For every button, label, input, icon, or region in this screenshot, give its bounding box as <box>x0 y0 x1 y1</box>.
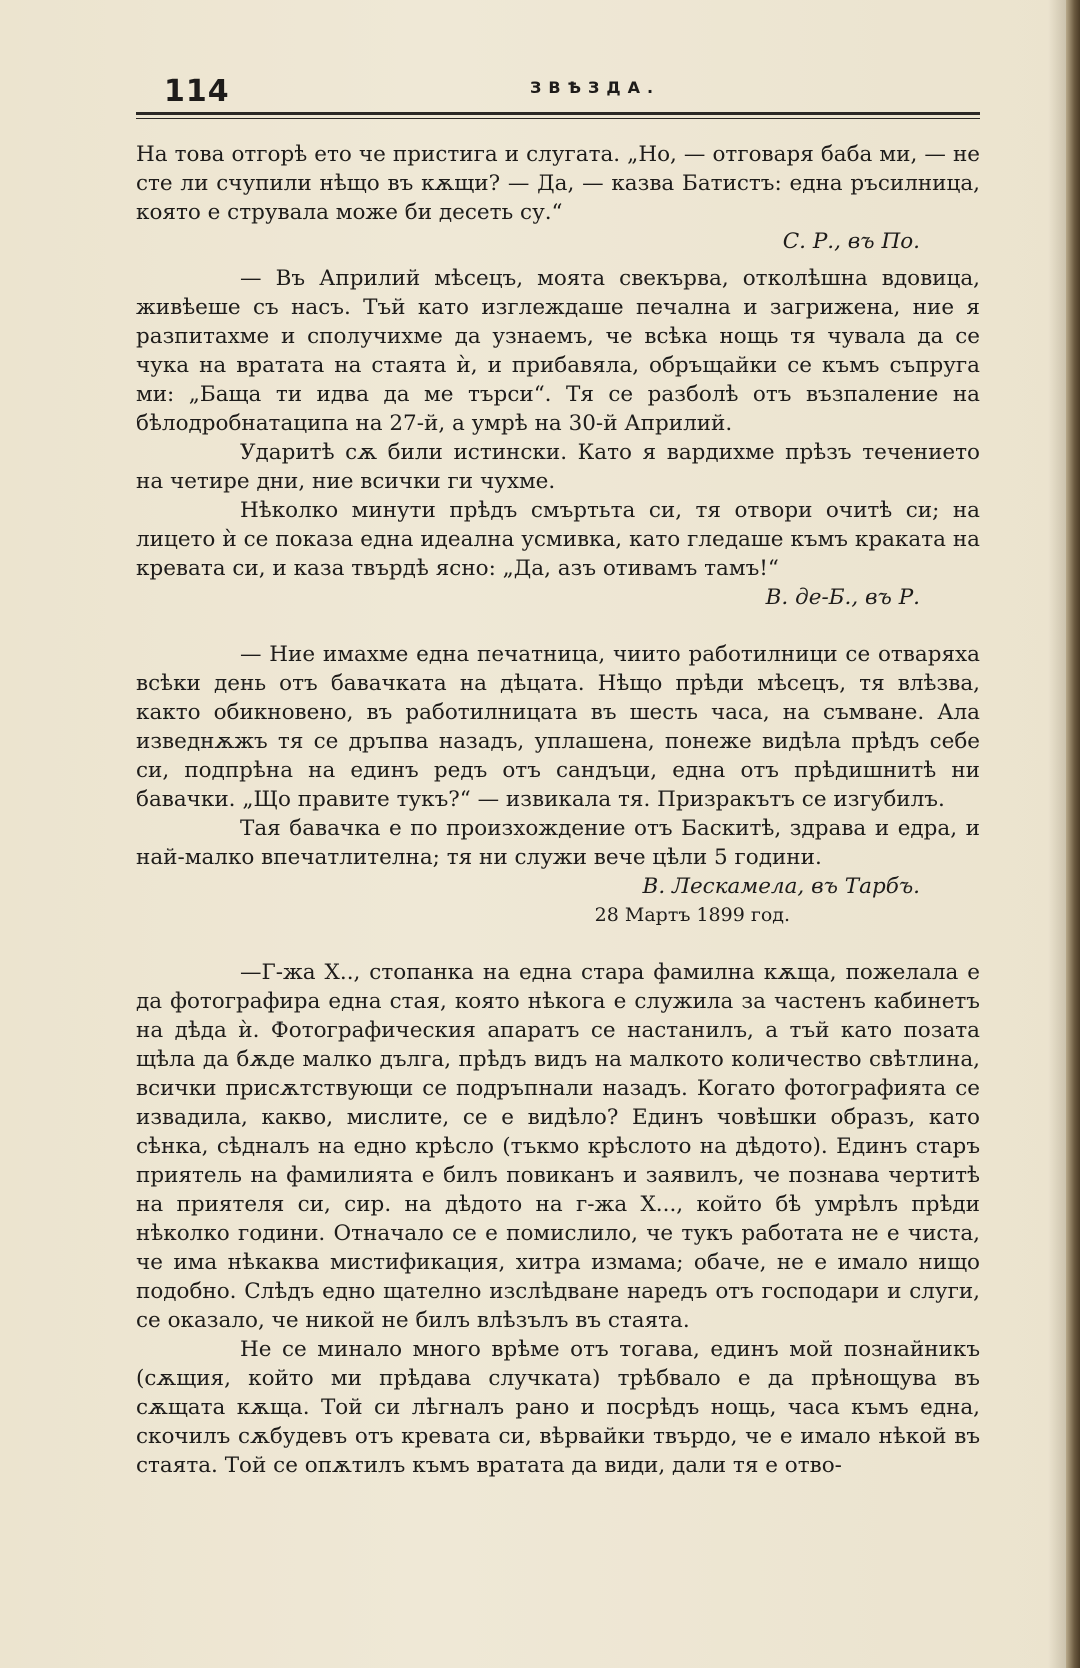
paragraph-7: —Г-жа X.., стопанка на една стара фамилна кѫща, пожелала е да фотографира една стая, която нѣкога е служила за частенъ кабинетъ на дѣда ѝ. Фотографическия апаратъ се настанилъ, а тъй като позата щѣла да бѫде малко дълга, прѣдъ видъ на малкото количество свѣтлина, всички присѫтствующи се подръпнали назадъ. Когато фотографията се извадила, какво, мислите, се е видѣло? Единъ човѣшки образъ, като сѣнка, сѣдналъ на едно крѣсло (тъкмо крѣслото на дѣдото). Единъ старъ приятель на фамилията е билъ повиканъ и заявилъ, че познава чертитѣ на приятеля си, сир. на дѣдото на г-жа X..., който бѣ умрѣлъ прѣди нѣколко години. Отначало се е помислило, че тукъ работата не е чиста, че има нѣкаква мистификация, хитра измама; обаче, не е имало нищо подобно. Слѣдъ едно щателно изслѣдване наредъ отъ господари и слуги, се оказало, че никой не билъ влѣзълъ въ стаята. <box>136 960 980 1333</box>
signature-1: С. Р., въ По. <box>782 229 920 254</box>
signature-3: В. Лескамела, въ Тарбъ. <box>642 874 920 899</box>
page-number: 114 <box>164 74 230 109</box>
binding-shadow <box>1048 0 1066 1668</box>
header-rule-thick <box>136 112 980 115</box>
paragraph-4: Нѣколко минути прѣдъ смъртьта си, тя отвори очитѣ си; на лицето ѝ се показа една идеална усмивка, като гледаше къмъ краката на кревата си, и каза твърдѣ ясно: „Да, азъ отивамъ тамъ!“ <box>136 498 980 581</box>
paragraph-2: — Въ Априлий мѣсецъ, моята свекърва, отколѣшна вдовица, живѣеше съ насъ. Тъй като изглеждаше печална и загрижена, ние я разпитахме и сполучихме да узнаемъ, че всѣка нощь тя чувала да се чука на вратата на стаята ѝ, и прибавяла, обръщайки се къмъ съпруга ми: „Баща ти идва да ме търси“. Тя се разболѣ отъ възпаление на бѣлодробнатаципа на 27-й, а умрѣ на 30-й Априлий. <box>136 266 980 436</box>
signature-date: 28 Мартъ 1899 год. <box>594 904 790 926</box>
book-spine <box>1066 0 1080 1668</box>
running-title: ЗВѢЗДА. <box>530 78 661 97</box>
paragraph-5: — Ние имахме една печатница, чиито работилници се отваряха всѣки день отъ бавачката на дѣцата. Нѣщо прѣди мѣсецъ, тя влѣзва, както обикновено, въ работилницата въ шесть часа, на съмване. Ала изведнѫжъ тя се дръпва назадъ, уплашена, понеже видѣла прѣдъ себе си, подпрѣна на единъ редъ отъ сандъци, една отъ прѣдишнитѣ ни бавачки. „Що правите тукъ?“ — извикала тя. Призракътъ се изгубилъ. <box>136 642 980 812</box>
header-rule-thin <box>136 118 980 119</box>
signature-2: В. де-Б., въ Р. <box>765 585 920 610</box>
paragraph-3: Ударитѣ сѫ били истински. Като я вардихме прѣзъ течението на четире дни, ние всички ги чухме. <box>136 440 980 494</box>
page-header <box>136 74 980 124</box>
paragraph-6: Тая бавачка е по произхождение отъ Баскитѣ, здрава и едра, и най-малко впечатлителна; тя ни служи вече цѣли 5 години. <box>136 816 980 870</box>
body-text <box>136 140 980 1480</box>
paragraph-1: На това отгорѣ ето че пристига и слугата. „Но, — отговаря баба ми, — не сте ли счупили нѣщо въ кѫщи? — Да, — казва Батистъ: една ръсилница, която е струвала може би десеть су.“ <box>136 142 980 225</box>
paragraph-8: Не се минало много врѣме отъ тогава, единъ мой познайникъ (сѫщия, който ми прѣдава случката) трѣбвало е да прѣнощува въ сѫщата кѫща. Той си лѣгналъ рано и посрѣдъ нощь, часа къмъ една, скочилъ сѫбудевъ отъ кревата си, вѣрвайки твърдо, че е имало нѣкой въ стаята. Той се опѫтилъ къмъ вратата да види, дали тя е отво- <box>136 1337 980 1478</box>
